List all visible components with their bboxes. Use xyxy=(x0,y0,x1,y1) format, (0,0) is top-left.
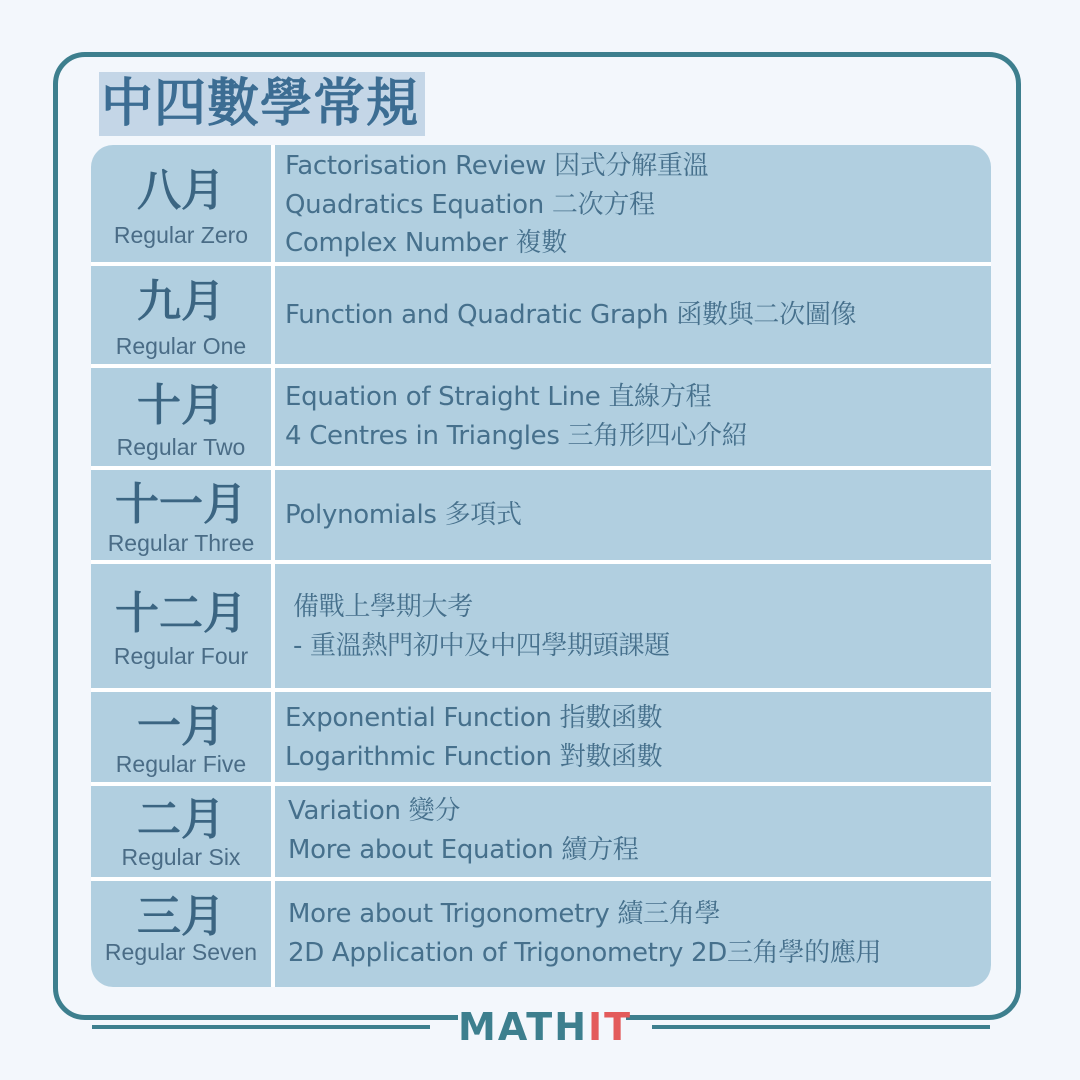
footer-divider-right xyxy=(652,1025,990,1029)
table-row-aug xyxy=(91,145,991,262)
schedule-table xyxy=(91,145,991,987)
topic-cell xyxy=(275,145,991,262)
topic-line: More about Trigonometry 續三角學 xyxy=(288,899,721,929)
month-cell xyxy=(91,368,271,466)
month-label: 十一月 xyxy=(115,479,247,530)
regular-label: Regular Six xyxy=(121,844,241,870)
topic-line: Complex Number 複數 xyxy=(285,228,567,258)
table-row-jan xyxy=(91,692,991,782)
logo-text-it: IT xyxy=(588,1005,633,1049)
topic-line: 備戰上學期大考 xyxy=(293,592,473,622)
table-row-mar xyxy=(91,881,991,987)
month-label: 九月 xyxy=(137,276,225,327)
topic-line: Logarithmic Function 對數函數 xyxy=(285,741,663,772)
regular-label: Regular Two xyxy=(116,434,246,460)
month-label: 十月 xyxy=(137,380,225,431)
month-label: 一月 xyxy=(137,701,225,752)
month-label: 八月 xyxy=(137,165,225,216)
table-row-feb xyxy=(91,786,991,877)
topic-line: - 重溫熱門初中及中四學期頭課題 xyxy=(293,630,670,661)
topic-line: Quadratics Equation 二次方程 xyxy=(285,189,655,220)
topic-line: Variation 變分 xyxy=(288,796,461,826)
month-cell xyxy=(91,881,271,987)
regular-label: Regular Zero xyxy=(113,222,249,248)
table-row-sep xyxy=(91,266,991,364)
topic-line: 4 Centres in Triangles 三角形四心介紹 xyxy=(285,420,748,451)
topic-cell xyxy=(275,692,991,782)
topic-line: More about Equation 續方程 xyxy=(288,834,639,865)
logo-text-math: MATH xyxy=(458,1005,588,1049)
regular-label: Regular Four xyxy=(113,643,249,669)
month-cell xyxy=(91,266,271,364)
month-label: 十二月 xyxy=(115,588,247,639)
topic-line: Polynomials 多項式 xyxy=(285,500,522,530)
regular-label: Regular Five xyxy=(115,751,247,777)
topic-cell xyxy=(275,470,991,560)
topic-cell xyxy=(275,266,991,364)
month-cell xyxy=(91,564,271,688)
month-label: 二月 xyxy=(137,794,225,845)
topic-cell xyxy=(275,564,991,688)
table-row-nov xyxy=(91,470,991,560)
table-row-dec xyxy=(91,564,991,688)
month-cell xyxy=(91,692,271,782)
month-label: 三月 xyxy=(137,891,225,942)
topic-line: 2D Application of Trigonometry 2D三角學的應用 xyxy=(288,937,882,968)
brand-logo xyxy=(458,1004,633,1050)
topic-cell xyxy=(275,368,991,466)
topic-line: Equation of Straight Line 直線方程 xyxy=(285,382,712,412)
topic-line: Function and Quadratic Graph 函數與二次圖像 xyxy=(285,300,857,330)
regular-label: Regular Three xyxy=(107,530,255,556)
table-row-oct xyxy=(91,368,991,466)
topic-cell xyxy=(275,786,991,877)
page-title: 中四數學常規 xyxy=(99,72,425,136)
footer-divider-left xyxy=(92,1025,430,1029)
topic-line: Factorisation Review 因式分解重溫 xyxy=(285,151,709,181)
month-cell xyxy=(91,786,271,877)
month-cell xyxy=(91,470,271,560)
regular-label: Regular Seven xyxy=(104,939,258,965)
regular-label: Regular One xyxy=(115,333,247,359)
topic-cell xyxy=(275,881,991,987)
month-cell xyxy=(91,145,271,262)
topic-line: Exponential Function 指數函數 xyxy=(285,703,663,733)
